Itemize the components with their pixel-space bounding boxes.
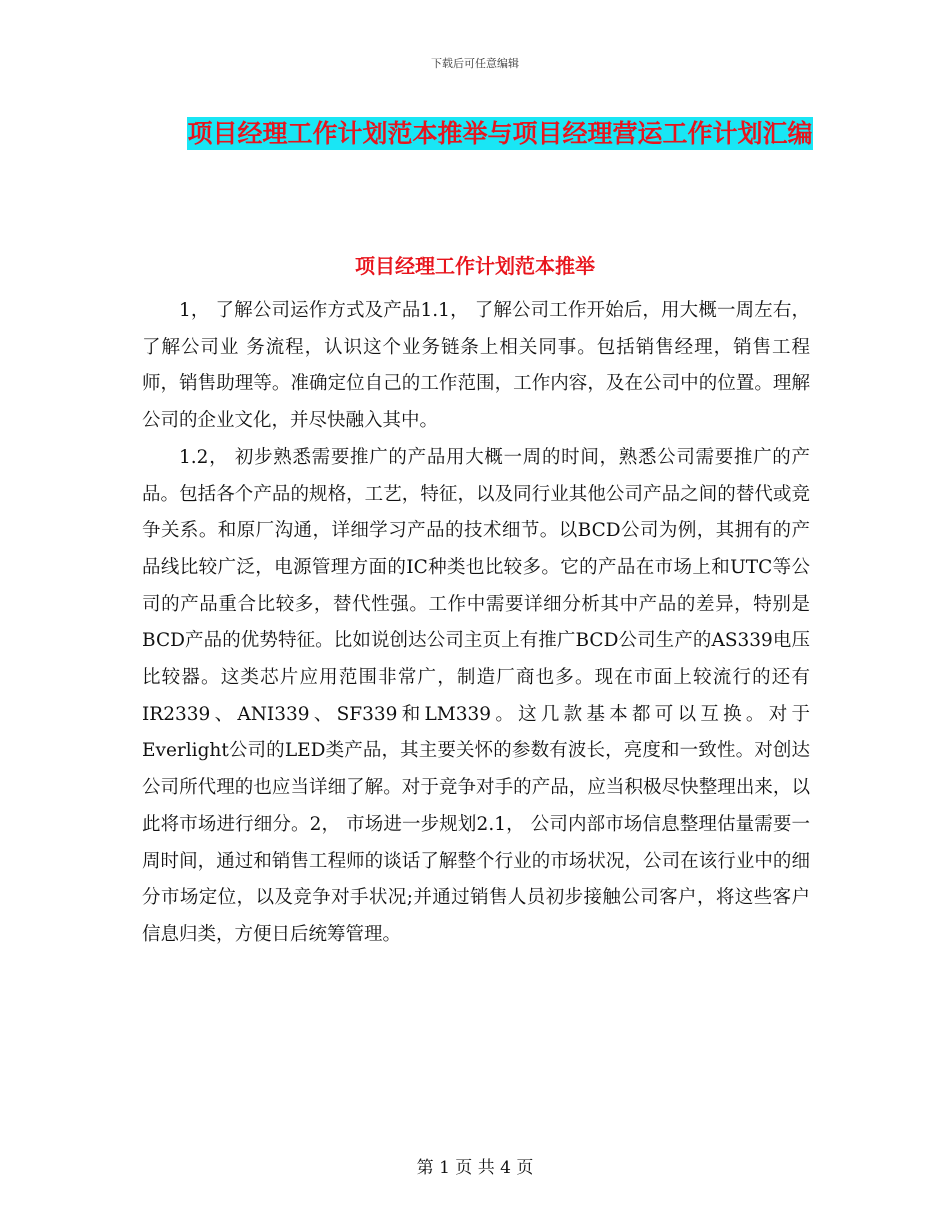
page-footer: 第 1 页 共 4 页 [416, 1158, 534, 1178]
document-title [150, 112, 850, 155]
body-paragraph: 1.2， 初步熟悉需要推广的产品用大概一周的时间，熟悉公司需要推广的产品。包括各个产品的规格，工艺，特征，以及同行业其他公司产品之间的替代或竞争关系。和原厂沟通，详细学习产品的技术细节。以BCD公司为例，其拥有的产品线比较广泛，电源管理方面的IC种类也比较多。它的产品在市场上和UTC等公司的产品重合比较多，替代性强。工作中需要详细分析其中产品的差异，特别是BCD产品的优势特征。比如说创达公司主页上有推广BCD公司生产的AS339电压比较器。这类芯片应用范围非常广，制造厂商也多。现在市面上较流行的还有IR2339、ANI339、SF339和LM339。这几款基本都可以互换。对于Everlight公司的LED类产品，其主要关怀的参数有波长，亮度和一致性。对创达公司所代理的也应当详细了解。对于竞争对手的产品，应当积极尽快整理出来，以此将市场进行细分。2， 市场进一步规划2.1， 公司内部市场信息整理估量需要一周时间，通过和销售工程师的谈话了解整个行业的市场状况，公司在该行业中的细分市场定位，以及竞争对手状况;并通过销售人员初步接触公司客户，将这些客户信息归类，方便日后统筹管理。 [142, 446, 810, 945]
document-title-text: 项目经理工作计划范本推举与项目经理营运工作计划汇编 [187, 119, 813, 148]
body-paragraph: 1， 了解公司运作方式及产品1.1， 了解公司工作开始后，用大概一周左右，了解公司业 务流程，认识这个业务链条上相关同事。包括销售经理，销售工程师，销售助理等。准确定位自己的工作范围，工作内容，及在公司中的位置。理解公司的企业文化，并尽快融入其中。 [142, 300, 810, 432]
section-title: 项目经理工作计划范本推举 [355, 254, 595, 278]
page-header-note: 下载后可任意编辑 [431, 57, 519, 70]
document-body [142, 293, 810, 954]
